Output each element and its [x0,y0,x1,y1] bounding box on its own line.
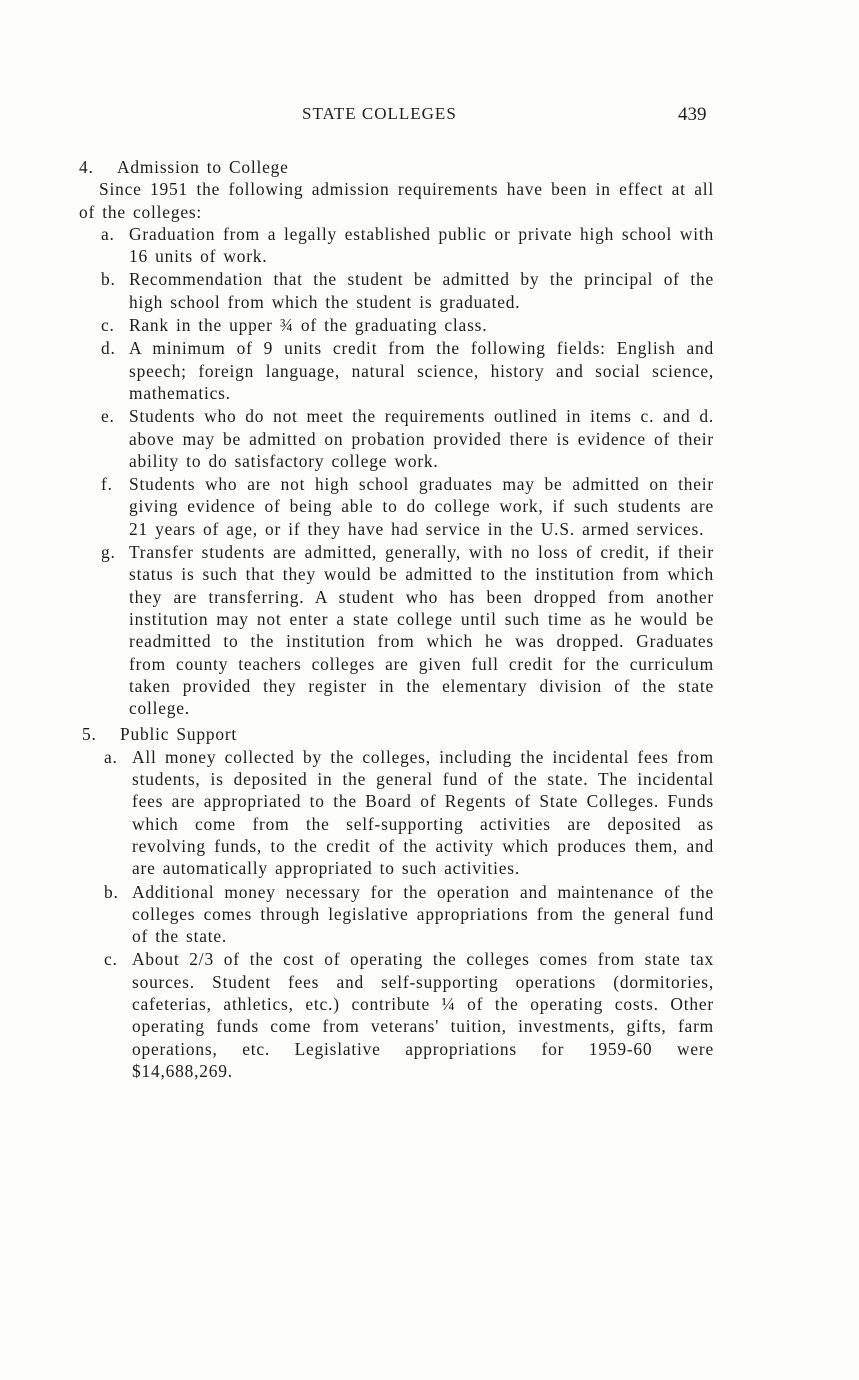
item-text: All money collected by the colleges, including the incidental fees from students, is deposited in the general fund of the state. The incidental fees are appropriated to the Board of Regents of State Colleges. Funds which come from the self-supporting activities are deposited as revolving funds, to the credit of the activity which produces them, and are automatically appropriated to such activities. [132,746,714,879]
requirements-list [79,223,714,720]
item-text: Additional money necessary for the operation and maintenance of the colleges comes through legislative appropriations from the general fund of the state. [132,881,714,947]
item-text: About 2/3 of the cost of operating the colleges comes from state tax sources. Student fees and self-supporting operations (dormitories, cafeterias, athletics, etc.) contribute ¼ of the operating costs. Other operating funds come from veterans' tuition, investments, gifts, farm operations, etc. Legislative appropriations for 1959-60 were $14,688,269. [132,949,714,1081]
list-item [79,405,714,472]
section-heading [79,156,714,178]
item-marker: a. [104,746,118,767]
item-text: Rank in the upper ¾ of the graduating class. [129,315,488,336]
section-number: 5. [82,724,97,745]
section-title: Admission to College [117,157,289,177]
section-intro: Since 1951 the following admission requirements have been in effect at all of the colleges: [79,179,714,222]
section-public-support [79,723,714,1082]
item-marker: a. [101,223,115,244]
item-text: A minimum of 9 units credit from the following fields: English and speech; foreign language, natural science, history and social science, mathematics. [129,338,714,403]
list-item [79,881,714,948]
page-number: 439 [678,104,707,125]
section-heading [79,723,714,745]
section-number: 4. [79,157,94,177]
item-text: Graduation from a legally established public or private high school with 16 units of work. [129,223,714,267]
list-item [79,473,714,540]
running-head: STATE COLLEGES [302,104,457,123]
item-text: Students who do not meet the requirements outlined in items c. and d. above may be admitted on probation provided there is evidence of their ability to do satisfactory college work. [129,406,714,471]
item-marker: d. [101,338,116,359]
section-admission [79,156,714,719]
list-item [79,948,714,1082]
page-body [79,156,714,1083]
item-text: Transfer students are admitted, generally, with no loss of credit, if their status is such that they would be admitted to the institution from which they are transferring. A student who has been dropped from another institution may not enter a state college until such time as he would be readmitted to the institution from which he was dropped. Graduates from county teachers colleges are given full credit for the curriculum taken provided they register in the elementary division of the state college. [129,542,714,719]
list-item [79,223,714,268]
item-marker: g. [101,542,116,563]
list-item [79,314,714,336]
item-text: Recommendation that the student be admitted by the principal of the high school from which the student is graduated. [129,269,714,312]
item-marker: e. [101,406,115,427]
item-marker: b. [104,881,119,902]
item-text: Students who are not high school graduates may be admitted on their giving evidence of being able to do college work, if such students are 21 years of age, or if they have had service in the U.S. armed services. [129,474,714,539]
list-item [79,746,714,880]
section-title: Public Support [120,724,238,745]
list-item [79,541,714,719]
list-item [79,268,714,313]
item-marker: f. [101,474,113,495]
item-marker: b. [101,269,116,290]
support-list [79,746,714,1082]
item-marker: c. [101,315,115,336]
item-marker: c. [104,949,118,970]
list-item [79,337,714,404]
